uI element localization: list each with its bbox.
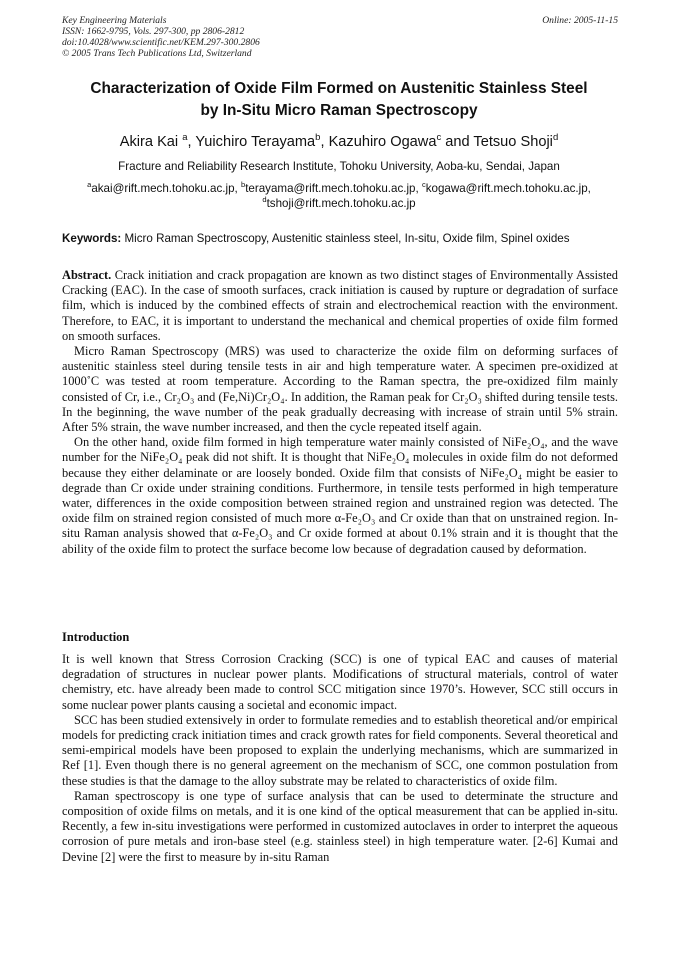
- journal-doi: doi:10.4028/www.scientific.net/KEM.297-300.2806: [62, 37, 260, 48]
- intro-paragraph: It is well known that Stress Corrosion Cracking (SCC) is one of typical EAC and causes of material degradation of structures in nuclear power plants. Modifications of structural materials, control of water chemistry, etc. have already been made to control SCC mitigation since 1970’s. However, SCC still occurs in some nuclear power plants causing a societal and economic impact.: [62, 652, 618, 712]
- abstract: [62, 268, 618, 557]
- abstract-paragraph: On the other hand, oxide film formed in high temperature water mainly consisted of NiFe₂O₄, and the wave number for the NiFe₂O₄ peak did not shift. It is thought that NiFe₂O₄ molecules in oxide film do not deformed because they either delaminate or are loosely bonded. Oxide film that consists of NiFe₂O₄ might be easier to degrade than Cr oxide under straining conditions. Furthermore, in tensile tests performed in high temperature water, differences in the oxide composition between strained region and unstrained region was detected. The oxide film on strained region consisted of much more α-Fe₂O₃ and Cr oxide than that on unstrained region. In-situ Raman analysis showed that α-Fe₂O₃ and Cr oxide formed at about 0.1% strain and it is thought that the ability of the oxide film to protect the surface become low because of degradation caused by deformation.: [62, 435, 618, 556]
- keywords-label: Keywords:: [62, 232, 122, 245]
- affiliation: Fracture and Reliability Research Institute, Tohoku University, Aoba-ku, Sendai, Japan: [118, 160, 560, 173]
- email-sup: d: [262, 194, 267, 204]
- abstract-paragraph: [62, 268, 618, 344]
- email-address: kogawa@rift.mech.tohoku.ac.jp: [425, 182, 588, 195]
- title-line-2: by In-Situ Micro Raman Spectroscopy: [200, 102, 478, 119]
- title-line-1: Characterization of Oxide Film Formed on Austenitic Stainless Steel: [90, 80, 588, 97]
- author-name: Tetsuo Shoji: [473, 134, 553, 150]
- author-list: [40, 134, 638, 150]
- email-sup: a: [87, 180, 92, 190]
- author-sup: d: [552, 132, 559, 144]
- email-address: akai@rift.mech.tohoku.ac.jp: [91, 182, 235, 195]
- author-sup: a: [182, 132, 188, 144]
- author-sup: b: [315, 132, 321, 144]
- journal-header: [62, 15, 618, 59]
- intro-paragraph: SCC has been studied extensively in order to formulate remedies and to establish theoretical and/or empirical models for predicting crack initiation times and crack growth rates for field components. Several theoretical and semi-empirical models have been proposed to explain the underlying mechanisms, which are summarized in Ref [1]. Even though there is no general agreement on the mechanism of SCC, one common postulation from these studies is that the damage to the alloy substrate may be related to characteristics of oxide film.: [62, 712, 619, 788]
- section-heading-introduction: Introduction: [62, 630, 130, 644]
- keywords: [62, 232, 628, 245]
- introduction: [62, 652, 618, 865]
- email-sup: c: [421, 180, 426, 190]
- intro-paragraph: Raman spectroscopy is one type of surface analysis that can be used to determinate the structure and composition of oxide films on metals, and it is one kind of the optical measurement that can be applied in-situ. Recently, a few in-situ investigations were performed in customized autoclaves in order to interpret the aqueous corrosion of pure metals and iron-base steel (e.g. stainless steel) in high temperature water. [2-6] Kumai and Devine [2] were the first to measure by in-situ Raman: [62, 788, 618, 864]
- journal-issn: ISSN: 1662-9795, Vols. 297-300, pp 2806-2812: [62, 26, 245, 37]
- online-date: Online: 2005-11-15: [542, 15, 618, 26]
- email-address: terayama@rift.mech.tohoku.ac.jp: [245, 182, 416, 195]
- author-and: and: [445, 134, 474, 150]
- journal-copyright: © 2005 Trans Tech Publications Ltd, Switzerland: [62, 48, 252, 59]
- author-separator: ,: [320, 134, 329, 150]
- author-separator: ,: [187, 134, 196, 150]
- paper-title: [40, 78, 638, 122]
- author-name: Akira Kai: [119, 134, 179, 150]
- email-list: [40, 182, 638, 211]
- email-line-1: $^a$akai@rift.mech.tohoku.ac.jp, $^b$terayama@rift.mech.tohoku.ac.jp, $^c$kogawa@rift.mech.tohoku.ac.jp,: [87, 180, 591, 195]
- email-sup: b: [241, 180, 246, 190]
- author-name: Kazuhiro Ogawa: [328, 134, 437, 150]
- keywords-text: Micro Raman Spectroscopy, Austenitic stainless steel, In-situ, Oxide film, Spinel oxides: [124, 232, 570, 245]
- abstract-paragraph: Micro Raman Spectroscopy (MRS) was used to characterize the oxide film on deforming surfaces of austenitic stainless steel during tensile tests in air and high temperature water. A specimen pre-oxidized at 1000˚C was tested at room temperature. According to the Raman spectra, the pre-oxidized film mainly consisted of Cr, i.e., Cr₂O₃ and (Fe,Ni)Cr₂O₄. In addition, the Raman peak for Cr₂O₃ shifted during tensile tests. In the beginning, the wave number of the peak gradually decreasing with increase of strain until 5% strain. After 5% strain, the wave number increased, and then the cycle repeated itself again.: [62, 344, 618, 435]
- author-name: Yuichiro Terayama: [195, 134, 316, 150]
- email-address: tshoji@rift.mech.tohoku.ac.jp: [266, 196, 416, 210]
- journal-name: Key Engineering Materials: [62, 15, 167, 26]
- author-sup: c: [436, 132, 442, 144]
- abstract-label: Abstract.: [62, 268, 112, 282]
- email-line-2: [40, 194, 638, 212]
- abstract-text: Crack initiation and crack propagation are known as two distinct stages of Environmentally Assisted Cracking (EAC). In the case of smooth surfaces, crack initiation is caused by rupture or degradation of surface film, which is induced by the combined effects of strain and electrochemical reaction with the environment. Therefore, to EAC, it is important to understand the mechanical and chemical properties of oxide film formed on smooth surfaces.: [62, 268, 618, 343]
